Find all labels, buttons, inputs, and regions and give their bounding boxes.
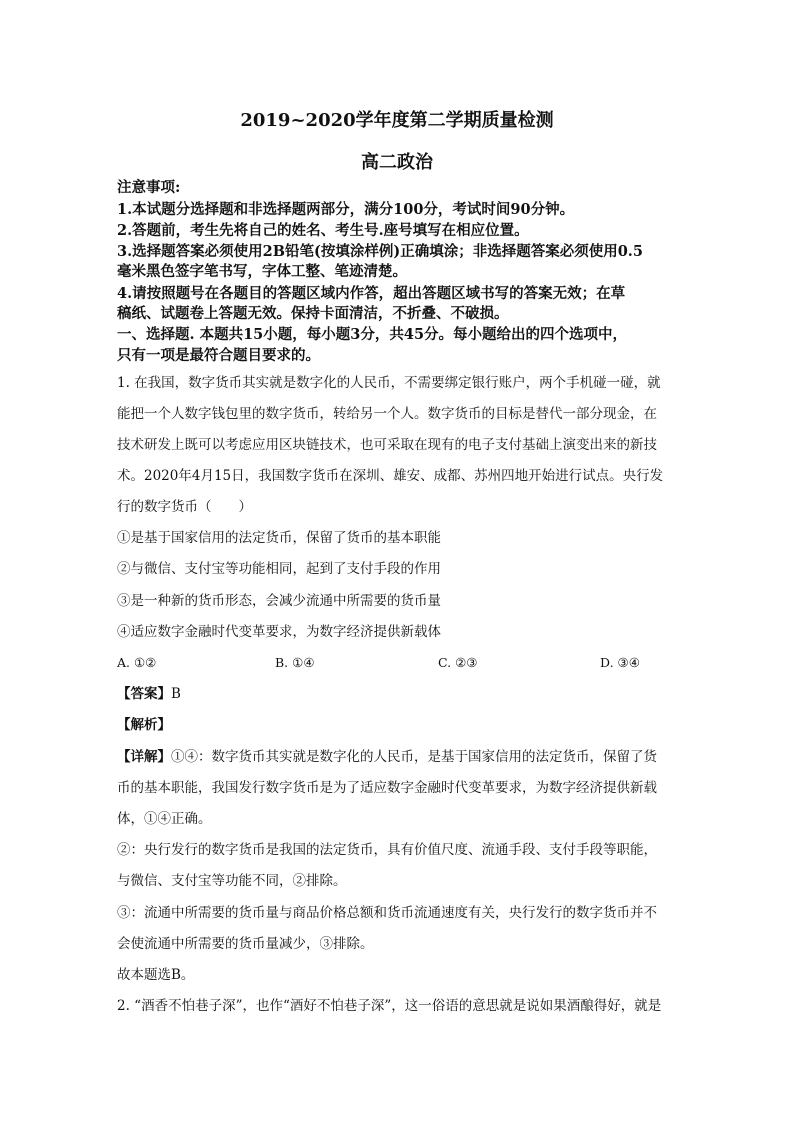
detail-line: 会使流通中所需要的货币量减少，③排除。: [117, 936, 374, 952]
detail-line: ②：央行发行的数字货币是我国的法定货币，具有价值尺度、流通手段、支付手段等职能，: [117, 842, 657, 858]
answer-tag: 【答案】: [117, 686, 171, 702]
statement: ③是一种新的货币形态，会减少流通中所需要的货币量: [117, 593, 441, 609]
question-stem-line: 术。2020年4月15日，我国数字货币在深圳、雄安、成都、苏州四地开始进行试点。央行发: [117, 468, 664, 484]
statement: ②与微信、支付宝等功能相同，起到了支付手段的作用: [117, 561, 441, 577]
detail-line: 与微信、支付宝等功能不同，②排除。: [117, 873, 347, 889]
detail-tag: 【详解】: [117, 749, 171, 765]
question-stem-line: 1. 在我国，数字货币其实就是数字化的人民币，不需要绑定银行账户，两个手机碰一碰，就: [117, 375, 661, 391]
notice-item: 2.答题前，考生先将自己的姓名、考生号.座号填写在相应位置。: [117, 222, 529, 239]
notice-item: 1.本试题分选择题和非选择题两部分，满分100分，考试时间90分钟。: [117, 201, 575, 218]
statement: ④适应数字金融时代变革要求，为数字经济提供新载体: [117, 624, 441, 640]
question-stem-line: 能把一个人数字钱包里的数字货币，转给另一个人。数字货币的目标是替代一部分现金，在: [117, 406, 657, 422]
exam-subject: 高二政治: [361, 152, 433, 173]
question-stem-line: 行的数字货币（ ）: [117, 499, 252, 515]
option-a: A. ①②: [117, 655, 157, 670]
notice-item: 稿纸、试题卷上答题无效。保持卡面清洁，不折叠、不破损。: [117, 305, 509, 322]
answer-value: B: [171, 686, 181, 702]
detail-line: 体，①④正确。: [117, 811, 212, 827]
statement: ①是基于国家信用的法定货币，保留了货币的基本职能: [117, 530, 441, 546]
analysis-tag: 【解析】: [117, 717, 171, 733]
notice-item: 4.请按照题号在各题目的答题区域内作答，超出答题区域书写的答案无效；在草: [117, 285, 626, 302]
notice-item: 毫米黑色签字笔书写，字体工整、笔迹清楚。: [117, 263, 407, 280]
detail-line: ③：流通中所需要的货币量与商品价格总额和货币流通速度有关，央行发行的数字货币并不: [117, 905, 657, 921]
detail-line: [117, 747, 657, 767]
conclusion-line: 故本题选B。: [117, 967, 195, 983]
section-heading: 只有一项是最符合题目要求的。: [117, 347, 320, 364]
notice-item: 3.选择题答案必须使用2B铅笔(按填涂样例)正确填涂；非选择题答案必须使用0.5: [117, 243, 643, 260]
detail-text: ①④：数字货币其实就是数字化的人民币，是基于国家信用的法定货币，保留了货: [171, 749, 657, 765]
option-c: C. ②③: [438, 655, 478, 670]
notice-heading: 注意事项:: [117, 179, 181, 196]
option-d: D. ③④: [600, 655, 640, 670]
question-2-stem: 2. “酒香不怕巷子深”，也作“酒好不怕巷子深”，这一俗语的意思就是说如果酒酿得好，就是: [117, 998, 662, 1014]
section-heading: 一、选择题. 本题共15小题，每小题3分，共45分。每小题给出的四个选项中，: [117, 326, 628, 343]
exam-title: 2019~2020学年度第二学期质量检测: [240, 110, 554, 131]
option-b: B. ①④: [275, 655, 315, 670]
answer-line: [117, 684, 181, 704]
detail-line: 币的基本职能，我国发行数字货币是为了适应数字金融时代变革要求，为数字经济提供新载: [117, 780, 657, 796]
question-stem-line: 技术研发上既可以考虑应用区块链技术，也可采取在现有的电子支付基础上演变出来的新技: [117, 437, 657, 453]
